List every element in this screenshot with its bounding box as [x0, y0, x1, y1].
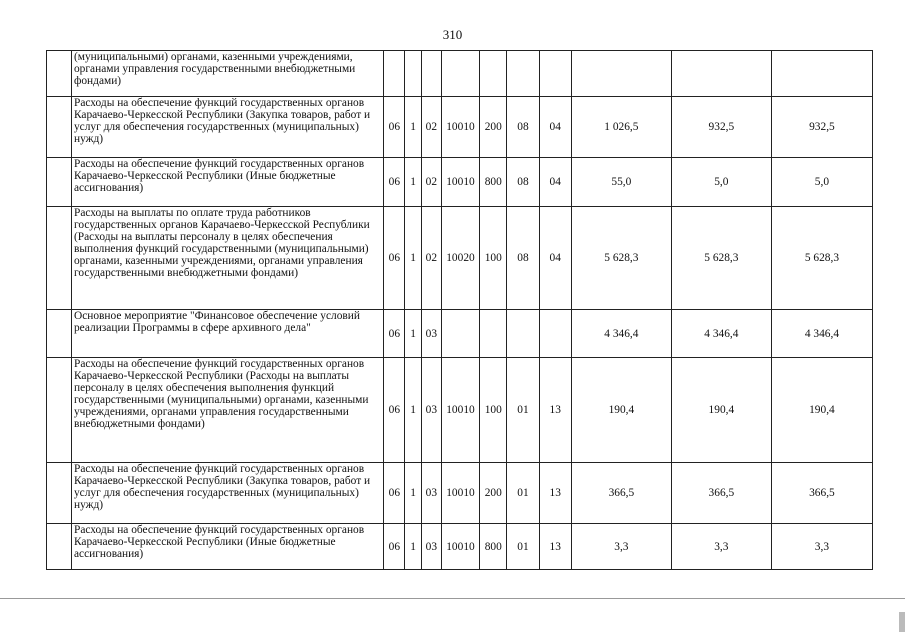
- expense-type-cell: 200: [480, 463, 507, 524]
- direction-code-cell: 10010: [441, 463, 480, 524]
- subsection-cell: 13: [539, 358, 571, 463]
- amount-year1-cell: 4 346,4: [571, 310, 671, 358]
- table-row: [47, 51, 873, 97]
- activity-code-cell: 03: [421, 358, 441, 463]
- subsection-cell: 13: [539, 524, 571, 570]
- program-code-cell: [384, 51, 405, 97]
- subsection-cell: 04: [539, 207, 571, 310]
- scan-edge-line: [0, 598, 905, 599]
- expense-type-cell: 800: [480, 524, 507, 570]
- table-row: [47, 358, 873, 463]
- description-cell: Расходы на обеспечение функций государственных органов Карачаево-Черкесской Республики (Иные бюджетные ассигнования): [71, 158, 383, 207]
- number-cell: [47, 51, 72, 97]
- amount-year1-cell: 1 026,5: [571, 97, 671, 158]
- expense-type-cell: 100: [480, 207, 507, 310]
- subprogram-code-cell: 1: [405, 310, 422, 358]
- subsection-cell: 13: [539, 463, 571, 524]
- amount-year3-cell: 3,3: [771, 524, 872, 570]
- amount-year3-cell: 5 628,3: [771, 207, 872, 310]
- subprogram-code-cell: 1: [405, 97, 422, 158]
- number-cell: [47, 207, 72, 310]
- number-cell: [47, 358, 72, 463]
- amount-year1-cell: 3,3: [571, 524, 671, 570]
- direction-code-cell: 10010: [441, 358, 480, 463]
- description-cell: Расходы на обеспечение функций государственных органов Карачаево-Черкесской Республики (Расходы на выплаты персоналу в целях обеспечения выполнения функций государственными (муниципальными) органами, казенными учреждениями, органами управления государственными внебюджетными фондами): [71, 358, 383, 463]
- section-cell: 08: [507, 207, 539, 310]
- subprogram-code-cell: 1: [405, 358, 422, 463]
- description-cell: Расходы на выплаты по оплате труда работников государственных органов Карачаево-Черкесской Республики (Расходы на выплаты персоналу в целях обеспечения выполнения функций государственными (муниципальными) органами, казенными учреждениями, органами управления государственными внебюджетными фондами): [71, 207, 383, 310]
- amount-year3-cell: 366,5: [771, 463, 872, 524]
- description-cell: Расходы на обеспечение функций государственных органов Карачаево-Черкесской Республики (Иные бюджетные ассигнования): [71, 524, 383, 570]
- section-cell: 08: [507, 158, 539, 207]
- description-cell: Расходы на обеспечение функций государственных органов Карачаево-Черкесской Республики (Закупка товаров, работ и услуг для обеспечения государственных (муниципальных) нужд): [71, 463, 383, 524]
- budget-table: [46, 50, 873, 570]
- subsection-cell: 04: [539, 158, 571, 207]
- program-code-cell: 06: [384, 207, 405, 310]
- subprogram-code-cell: 1: [405, 158, 422, 207]
- amount-year2-cell: 932,5: [671, 97, 771, 158]
- subsection-cell: [539, 310, 571, 358]
- description-cell: (муниципальными) органами, казенными учреждениями, органами управления государственными внебюджетными фондами): [71, 51, 383, 97]
- section-cell: 01: [507, 358, 539, 463]
- amount-year3-cell: [771, 51, 872, 97]
- amount-year3-cell: 5,0: [771, 158, 872, 207]
- amount-year3-cell: 190,4: [771, 358, 872, 463]
- scan-edge-mark: [899, 612, 905, 632]
- table-row: [47, 207, 873, 310]
- program-code-cell: 06: [384, 358, 405, 463]
- subprogram-code-cell: 1: [405, 463, 422, 524]
- program-code-cell: 06: [384, 524, 405, 570]
- activity-code-cell: 03: [421, 524, 441, 570]
- direction-code-cell: 10010: [441, 97, 480, 158]
- description-cell: Расходы на обеспечение функций государственных органов Карачаево-Черкесской Республики (Закупка товаров, работ и услуг для обеспечения государственных (муниципальных) нужд): [71, 97, 383, 158]
- activity-code-cell: 03: [421, 463, 441, 524]
- activity-code-cell: 02: [421, 158, 441, 207]
- amount-year3-cell: 4 346,4: [771, 310, 872, 358]
- section-cell: 01: [507, 524, 539, 570]
- table-row: [47, 158, 873, 207]
- amount-year1-cell: 190,4: [571, 358, 671, 463]
- amount-year1-cell: 366,5: [571, 463, 671, 524]
- page-number: 310: [442, 27, 463, 42]
- direction-code-cell: 10020: [441, 207, 480, 310]
- table-row: [47, 310, 873, 358]
- amount-year3-cell: 932,5: [771, 97, 872, 158]
- direction-code-cell: 10010: [441, 158, 480, 207]
- subprogram-code-cell: 1: [405, 207, 422, 310]
- amount-year2-cell: 4 346,4: [671, 310, 771, 358]
- section-cell: 01: [507, 463, 539, 524]
- number-cell: [47, 158, 72, 207]
- subprogram-code-cell: 1: [405, 524, 422, 570]
- number-cell: [47, 463, 72, 524]
- expense-type-cell: 100: [480, 358, 507, 463]
- amount-year2-cell: [671, 51, 771, 97]
- number-cell: [47, 97, 72, 158]
- expense-type-cell: [480, 51, 507, 97]
- direction-code-cell: [441, 310, 480, 358]
- table-row: [47, 524, 873, 570]
- table-row: [47, 463, 873, 524]
- amount-year1-cell: [571, 51, 671, 97]
- activity-code-cell: 03: [421, 310, 441, 358]
- program-code-cell: 06: [384, 97, 405, 158]
- section-cell: 08: [507, 97, 539, 158]
- activity-code-cell: 02: [421, 207, 441, 310]
- direction-code-cell: [441, 51, 480, 97]
- program-code-cell: 06: [384, 463, 405, 524]
- expense-type-cell: 800: [480, 158, 507, 207]
- amount-year1-cell: 55,0: [571, 158, 671, 207]
- amount-year2-cell: 190,4: [671, 358, 771, 463]
- program-code-cell: 06: [384, 310, 405, 358]
- number-cell: [47, 524, 72, 570]
- expense-type-cell: 200: [480, 97, 507, 158]
- amount-year2-cell: 5 628,3: [671, 207, 771, 310]
- amount-year2-cell: 3,3: [671, 524, 771, 570]
- number-cell: [47, 310, 72, 358]
- description-cell: Основное мероприятие "Финансовое обеспечение условий реализации Программы в сфере архивного дела": [71, 310, 383, 358]
- subsection-cell: [539, 51, 571, 97]
- table-row: [47, 97, 873, 158]
- direction-code-cell: 10010: [441, 524, 480, 570]
- subsection-cell: 04: [539, 97, 571, 158]
- section-cell: [507, 310, 539, 358]
- subprogram-code-cell: [405, 51, 422, 97]
- activity-code-cell: [421, 51, 441, 97]
- activity-code-cell: 02: [421, 97, 441, 158]
- amount-year2-cell: 366,5: [671, 463, 771, 524]
- amount-year1-cell: 5 628,3: [571, 207, 671, 310]
- section-cell: [507, 51, 539, 97]
- expense-type-cell: [480, 310, 507, 358]
- amount-year2-cell: 5,0: [671, 158, 771, 207]
- program-code-cell: 06: [384, 158, 405, 207]
